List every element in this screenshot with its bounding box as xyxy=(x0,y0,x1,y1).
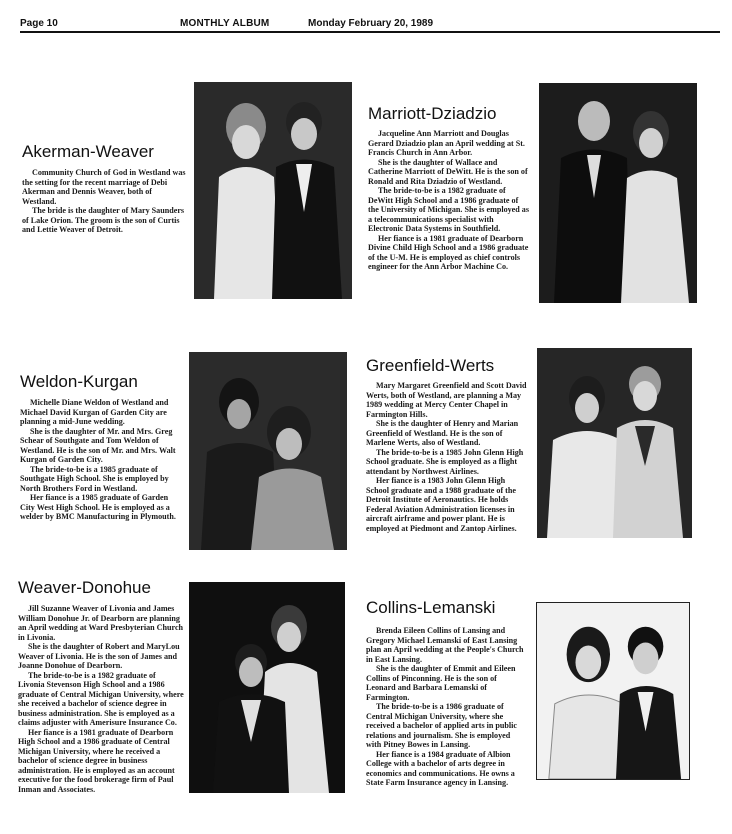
story-paragraph: The bride-to-be is a 1982 graduate of Livonia Stevenson High School and a 1986 graduate of Central Michigan University, where she received a bachelor of science degree in business administration. She is employed as a claims adjuster with Amerisure Insurance Co. xyxy=(18,670,184,727)
section-title: MONTHLY ALBUM xyxy=(180,18,270,29)
photo-image xyxy=(189,582,345,793)
story-paragraph: Her fiance is a 1981 graduate of Dearborn Divine Child High School and a 1986 graduate of the U-M. He is employed as chief controls engineer for the Ann Arbor Machine Co. xyxy=(368,233,529,271)
story-paragraph: Jacqueline Ann Marriott and Douglas Gerard Dziadzio plan an April wedding at St. Francis Church in Ann Arbor. xyxy=(368,129,525,157)
header-rule xyxy=(20,31,720,33)
story-weaver-donohue xyxy=(18,604,184,794)
story-paragraph: The bride-to-be is a 1982 graduate of DeWitt High School and a 1986 graduate of the University of Michigan. She is employed as a telecommunications specialist with Electronic Data Systems in Southfield. xyxy=(368,186,529,233)
story-paragraph: Her fiance is a 1985 graduate of Garden City West High School. He is employed as a welder by BMC Manufacturing in Plymouth. xyxy=(20,493,176,521)
story-paragraph: Her fiance is a 1983 John Glenn High School graduate and a 1988 graduate of the Detroit Institute of Aeronautics. He holds Federal Aviation Administration licenses in aircraft airframe and power plant. He is employed at Piedmont and Zantop Airlines. xyxy=(366,476,517,533)
photo-image xyxy=(189,352,347,550)
photo-image xyxy=(194,82,352,299)
headline-greenfield-werts: Greenfield-Werts xyxy=(366,356,495,375)
couple-photo-weaver-donohue xyxy=(189,582,345,793)
story-paragraph: The bride is the daughter of Mary Saunders of Lake Orion. The groom is the son of Curtis and Lettie Weaver of Detroit. xyxy=(22,206,185,234)
headline-collins-lemanski: Collins-Lemanski xyxy=(366,598,496,617)
couple-photo-weldon-kurgan xyxy=(189,352,347,550)
headline-weldon-kurgan: Weldon-Kurgan xyxy=(20,372,138,391)
story-collins-lemanski xyxy=(366,626,526,788)
page-header xyxy=(0,0,732,34)
story-paragraph: She is the daughter of Emmit and Eileen Collins of Pinconning. He is the son of Leonard and Barbara Lemanski of Farmington. xyxy=(366,664,516,702)
photo-image xyxy=(539,83,697,303)
story-paragraph: She is the daughter of Wallace and Catherine Marriott of DeWitt. He is the son of Ronald and Rita Dziadzio of Westland. xyxy=(368,157,528,186)
story-weldon-kurgan xyxy=(20,398,182,522)
couple-photo-marriott-dziadzio xyxy=(539,83,697,303)
headline-akerman-weaver: Akerman-Weaver xyxy=(22,142,154,161)
issue-date: Monday February 20, 1989 xyxy=(308,18,434,29)
couple-photo-akerman-weaver xyxy=(194,82,352,299)
story-paragraph: Brenda Eileen Collins of Lansing and Gregory Michael Lemanski of East Lansing plan an April wedding at the People's Church in East Lansing. xyxy=(366,626,524,664)
photo-image xyxy=(537,348,692,538)
story-paragraph: Michelle Diane Weldon of Westland and Michael David Kurgan of Garden City are planning a mid-June wedding. xyxy=(20,398,169,426)
story-paragraph: Her fiance is a 1981 graduate of Dearborn High School and a 1986 graduate of Central Michigan University, where he received a bachelor of science degree in business administration. He is employed as an account executive for the food brokerage firm of Paul Inman and Associates. xyxy=(18,727,175,794)
photo-image xyxy=(537,603,689,779)
story-paragraph: Community Church of God in Westland was the setting for the recent marriage of Debi Akerman and Dennis Weaver, both of Westland. xyxy=(22,168,186,206)
story-akerman-weaver xyxy=(22,168,188,235)
headline-marriott-dziadzio: Marriott-Dziadzio xyxy=(368,104,497,123)
story-paragraph: Mary Margaret Greenfield and Scott David Werts, both of Westland, are planning a May 1989 wedding at Mercy Center Chapel in Farmington Hills. xyxy=(366,381,527,419)
story-paragraph: She is the daughter of Mr. and Mrs. Greg Schear of Southgate and Tom Weldon of Westland. He is the son of Mr. and Mrs. Walt Kurgan of Garden City. xyxy=(20,426,176,464)
story-marriott-dziadzio xyxy=(368,129,530,272)
story-paragraph: Jill Suzanne Weaver of Livonia and James William Donohue Jr. of Dearborn are planning an April wedding at Ward Presbyterian Church in Livonia. xyxy=(18,604,184,642)
story-paragraph: She is the daughter of Henry and Marian Greenfield of Westland. He is the son of Marlene Werts, also of Westland. xyxy=(366,419,519,447)
story-paragraph: The bride-to-be is a 1985 graduate of Southgate High School. She is employed by North Brothers Ford in Westland. xyxy=(20,464,169,493)
story-greenfield-werts xyxy=(366,381,530,533)
story-paragraph: Her fiance is a 1984 graduate of Albion College with a bachelor of arts degree in economics and communications. He owns a State Farm Insurance agency in Lansing. xyxy=(366,749,515,787)
couple-photo-greenfield-werts xyxy=(537,348,692,538)
headline-weaver-donohue: Weaver-Donohue xyxy=(18,578,151,597)
story-paragraph: She is the daughter of Robert and MaryLou Weaver of Livonia. He is the son of James and Joanne Donohue of Dearborn. xyxy=(18,642,180,670)
story-paragraph: The bride-to-be is a 1986 graduate of Central Michigan University, where she received a bachelor of applied arts in public relations and journalism. She is employed with Pitney Bowes in Lansing. xyxy=(366,702,518,749)
page-number: Page 10 xyxy=(20,18,58,29)
story-paragraph: The bride-to-be is a 1985 John Glenn High School graduate. She is employed as a flight attendant by Northwest Airlines. xyxy=(366,447,524,476)
couple-photo-collins-lemanski xyxy=(536,602,690,780)
